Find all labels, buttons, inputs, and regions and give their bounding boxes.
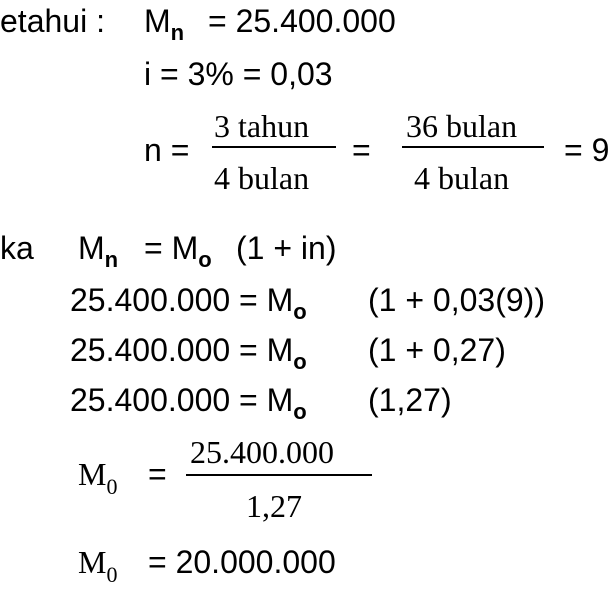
step3-lhs bbox=[70, 382, 307, 424]
formula-mo-subscript: o bbox=[198, 247, 212, 272]
formula-mn bbox=[78, 230, 119, 272]
fraction1-numerator: 3 tahun bbox=[214, 108, 310, 144]
result-value: = 20.000.000 bbox=[148, 544, 336, 580]
mn-symbol: M bbox=[144, 3, 171, 39]
interest-rate-line: i = 3% = 0,03 bbox=[144, 56, 333, 92]
m0-subscript: 0 bbox=[106, 474, 118, 499]
fraction1-denominator: 4 bulan bbox=[214, 160, 310, 196]
n-prefix: n = bbox=[144, 132, 190, 168]
formula-mo bbox=[144, 230, 212, 272]
m0-term bbox=[78, 456, 118, 499]
result-m0-term bbox=[78, 544, 118, 587]
m0-numerator: 25.400.000 bbox=[190, 434, 334, 470]
formula-rhs: (1 + in) bbox=[236, 230, 337, 266]
formula-mo-symbol: = M bbox=[144, 230, 199, 266]
step2-lhs-text: 25.400.000 = M bbox=[70, 332, 294, 368]
m0-equals: = bbox=[148, 456, 167, 492]
mn-value: = 25.400.000 bbox=[208, 3, 396, 39]
step3-rhs: (1,27) bbox=[368, 382, 452, 418]
solution-label: ka bbox=[0, 230, 34, 266]
fraction2-bar bbox=[402, 146, 544, 148]
mn-subscript: n bbox=[170, 20, 185, 45]
step1-lhs bbox=[70, 282, 307, 324]
step3-lhs-text: 25.400.000 = M bbox=[70, 382, 294, 418]
step3-subscript: o bbox=[293, 399, 307, 424]
fraction1-bar bbox=[212, 146, 336, 148]
result-m0-subscript: 0 bbox=[106, 562, 118, 587]
result-m0-symbol: M bbox=[78, 544, 107, 580]
formula-mn-symbol: M bbox=[78, 230, 105, 266]
fraction2-denominator: 4 bulan bbox=[414, 160, 510, 196]
fraction2-numerator: 36 bulan bbox=[406, 108, 518, 144]
n-result: = 9 bbox=[564, 132, 609, 168]
step2-lhs bbox=[70, 332, 307, 374]
step2-rhs: (1 + 0,27) bbox=[368, 332, 506, 368]
step1-lhs-text: 25.400.000 = M bbox=[70, 282, 294, 318]
step1-subscript: o bbox=[293, 299, 307, 324]
equals-sign-1: = bbox=[352, 132, 371, 168]
m0-symbol: M bbox=[78, 456, 107, 492]
mn-term bbox=[144, 3, 185, 45]
m0-denominator: 1,27 bbox=[246, 488, 302, 524]
formula-mn-subscript: n bbox=[104, 247, 119, 272]
given-label: etahui : bbox=[0, 3, 105, 39]
step2-subscript: o bbox=[293, 349, 307, 374]
step1-rhs: (1 + 0,03(9)) bbox=[368, 282, 545, 318]
m0-fraction-bar bbox=[186, 474, 372, 476]
